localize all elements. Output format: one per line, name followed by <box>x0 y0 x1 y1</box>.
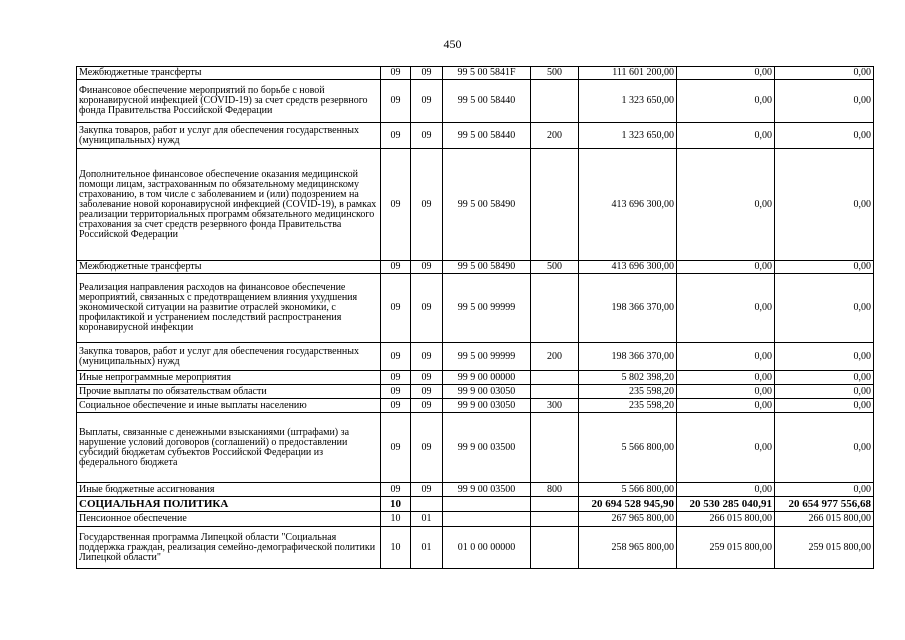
amount-year1-cell: 267 965 800,00 <box>579 512 677 527</box>
amount-year2-cell: 0,00 <box>677 149 775 261</box>
section-code-cell: 09 <box>381 80 411 123</box>
target-article-cell: 99 9 00 03500 <box>443 413 531 483</box>
table-row <box>77 67 874 80</box>
table-row <box>77 497 874 512</box>
row-name-cell: СОЦИАЛЬНАЯ ПОЛИТИКА <box>77 497 381 512</box>
subsection-code-cell: 09 <box>411 483 443 497</box>
amount-year2-cell: 0,00 <box>677 413 775 483</box>
amount-year3-cell: 0,00 <box>775 385 874 399</box>
amount-year2-cell: 20 530 285 040,91 <box>677 497 775 512</box>
target-article-cell: 99 5 00 58490 <box>443 149 531 261</box>
target-article-cell: 99 5 00 5841F <box>443 67 531 80</box>
amount-year1-cell: 1 323 650,00 <box>579 80 677 123</box>
subsection-code-cell: 09 <box>411 399 443 413</box>
section-code-cell: 09 <box>381 274 411 343</box>
expense-type-cell <box>531 527 579 569</box>
amount-year3-cell: 0,00 <box>775 261 874 274</box>
table-row <box>77 483 874 497</box>
target-article-cell <box>443 512 531 527</box>
subsection-code-cell: 01 <box>411 527 443 569</box>
amount-year2-cell: 0,00 <box>677 123 775 149</box>
amount-year2-cell: 266 015 800,00 <box>677 512 775 527</box>
amount-year1-cell: 235 598,20 <box>579 385 677 399</box>
expense-type-cell <box>531 149 579 261</box>
subsection-code-cell: 09 <box>411 80 443 123</box>
table-row <box>77 413 874 483</box>
amount-year3-cell: 0,00 <box>775 483 874 497</box>
section-code-cell: 09 <box>381 261 411 274</box>
row-name-cell: Закупка товаров, работ и услуг для обеспечения государственных (муниципальных) нужд <box>77 123 381 149</box>
section-code-cell: 09 <box>381 483 411 497</box>
target-article-cell: 99 9 00 03050 <box>443 385 531 399</box>
expense-type-cell: 200 <box>531 343 579 371</box>
table-row <box>77 512 874 527</box>
amount-year1-cell: 413 696 300,00 <box>579 149 677 261</box>
section-code-cell: 09 <box>381 67 411 80</box>
amount-year1-cell: 20 694 528 945,90 <box>579 497 677 512</box>
expense-type-cell <box>531 413 579 483</box>
target-article-cell: 99 5 00 99999 <box>443 274 531 343</box>
amount-year1-cell: 111 601 200,00 <box>579 67 677 80</box>
amount-year1-cell: 413 696 300,00 <box>579 261 677 274</box>
row-name-cell: Реализация направления расходов на финансовое обеспечение мероприятий, связанных с предотвращением влияния ухудшения экономической ситуации на развитие отраслей экономики, с профилактикой и устранением последствий распространения коронавирусной инфекции <box>77 274 381 343</box>
row-name-cell: Иные непрограммные мероприятия <box>77 371 381 385</box>
amount-year2-cell: 259 015 800,00 <box>677 527 775 569</box>
table-row <box>77 80 874 123</box>
amount-year3-cell: 266 015 800,00 <box>775 512 874 527</box>
budget-table-body <box>77 67 874 569</box>
table-row <box>77 371 874 385</box>
expense-type-cell <box>531 274 579 343</box>
amount-year2-cell: 0,00 <box>677 483 775 497</box>
amount-year1-cell: 258 965 800,00 <box>579 527 677 569</box>
row-name-cell: Межбюджетные трансферты <box>77 261 381 274</box>
amount-year3-cell: 20 654 977 556,68 <box>775 497 874 512</box>
row-name-cell: Социальное обеспечение и иные выплаты населению <box>77 399 381 413</box>
subsection-code-cell: 09 <box>411 149 443 261</box>
table-row <box>77 343 874 371</box>
row-name-cell: Закупка товаров, работ и услуг для обеспечения государственных (муниципальных) нужд <box>77 343 381 371</box>
subsection-code-cell: 01 <box>411 512 443 527</box>
table-row <box>77 274 874 343</box>
amount-year1-cell: 235 598,20 <box>579 399 677 413</box>
expense-type-cell: 500 <box>531 67 579 80</box>
table-row <box>77 149 874 261</box>
table-row <box>77 527 874 569</box>
amount-year3-cell: 259 015 800,00 <box>775 527 874 569</box>
section-code-cell: 10 <box>381 497 411 512</box>
target-article-cell: 99 5 00 58490 <box>443 261 531 274</box>
expense-type-cell <box>531 512 579 527</box>
section-code-cell: 09 <box>381 399 411 413</box>
row-name-cell: Государственная программа Липецкой области "Социальная поддержка граждан, реализация семейно-демографической политики Липецкой области" <box>77 527 381 569</box>
amount-year3-cell: 0,00 <box>775 123 874 149</box>
expense-type-cell: 800 <box>531 483 579 497</box>
expense-type-cell <box>531 80 579 123</box>
table-row <box>77 399 874 413</box>
row-name-cell: Выплаты, связанные с денежными взысканиями (штрафами) за нарушение условий договоров (соглашений) о предоставлении субсидий бюджетам субъектов Российской Федерации из федерального бюджета <box>77 413 381 483</box>
expense-type-cell <box>531 385 579 399</box>
expense-type-cell <box>531 497 579 512</box>
target-article-cell: 99 5 00 99999 <box>443 343 531 371</box>
subsection-code-cell: 09 <box>411 413 443 483</box>
amount-year3-cell: 0,00 <box>775 413 874 483</box>
amount-year1-cell: 5 802 398,20 <box>579 371 677 385</box>
target-article-cell: 99 9 00 00000 <box>443 371 531 385</box>
row-name-cell: Межбюджетные трансферты <box>77 67 381 80</box>
amount-year1-cell: 1 323 650,00 <box>579 123 677 149</box>
expense-type-cell <box>531 371 579 385</box>
target-article-cell: 99 5 00 58440 <box>443 80 531 123</box>
amount-year1-cell: 198 366 370,00 <box>579 343 677 371</box>
row-name-cell: Прочие выплаты по обязательствам области <box>77 385 381 399</box>
section-code-cell: 10 <box>381 512 411 527</box>
amount-year2-cell: 0,00 <box>677 399 775 413</box>
section-code-cell: 09 <box>381 371 411 385</box>
amount-year3-cell: 0,00 <box>775 274 874 343</box>
amount-year1-cell: 5 566 800,00 <box>579 413 677 483</box>
subsection-code-cell <box>411 497 443 512</box>
amount-year1-cell: 198 366 370,00 <box>579 274 677 343</box>
row-name-cell: Иные бюджетные ассигнования <box>77 483 381 497</box>
section-code-cell: 09 <box>381 343 411 371</box>
amount-year2-cell: 0,00 <box>677 385 775 399</box>
subsection-code-cell: 09 <box>411 261 443 274</box>
expense-type-cell: 200 <box>531 123 579 149</box>
subsection-code-cell: 09 <box>411 371 443 385</box>
amount-year2-cell: 0,00 <box>677 343 775 371</box>
subsection-code-cell: 09 <box>411 385 443 399</box>
target-article-cell <box>443 497 531 512</box>
table-row <box>77 123 874 149</box>
page-number: 450 <box>443 37 462 51</box>
subsection-code-cell: 09 <box>411 343 443 371</box>
expense-type-cell: 300 <box>531 399 579 413</box>
budget-table <box>76 66 874 569</box>
target-article-cell: 99 9 00 03500 <box>443 483 531 497</box>
section-code-cell: 09 <box>381 123 411 149</box>
amount-year2-cell: 0,00 <box>677 261 775 274</box>
subsection-code-cell: 09 <box>411 274 443 343</box>
amount-year3-cell: 0,00 <box>775 149 874 261</box>
amount-year2-cell: 0,00 <box>677 80 775 123</box>
subsection-code-cell: 09 <box>411 67 443 80</box>
amount-year3-cell: 0,00 <box>775 343 874 371</box>
amount-year2-cell: 0,00 <box>677 67 775 80</box>
section-code-cell: 10 <box>381 527 411 569</box>
table-row <box>77 261 874 274</box>
target-article-cell: 99 5 00 58440 <box>443 123 531 149</box>
row-name-cell: Дополнительное финансовое обеспечение оказания медицинской помощи лицам, застрахованным по обязательному медицинскому страхованию, в том числе с заболеванием и (или) подозрением на заболевание новой коронавирусной инфекцией (COVID-19), в рамках реализации территориальных программ обязательного медицинского страхования за счет средств резервного фонда Правительства Российской Федерации <box>77 149 381 261</box>
amount-year1-cell: 5 566 800,00 <box>579 483 677 497</box>
expense-type-cell: 500 <box>531 261 579 274</box>
amount-year2-cell: 0,00 <box>677 371 775 385</box>
amount-year3-cell: 0,00 <box>775 80 874 123</box>
target-article-cell: 99 9 00 03050 <box>443 399 531 413</box>
amount-year2-cell: 0,00 <box>677 274 775 343</box>
section-code-cell: 09 <box>381 413 411 483</box>
row-name-cell: Пенсионное обеспечение <box>77 512 381 527</box>
table-row <box>77 385 874 399</box>
row-name-cell: Финансовое обеспечение мероприятий по борьбе с новой коронавирусной инфекцией (COVID-19) за счет средств резервного фонда Правительства Российской Федерации <box>77 80 381 123</box>
section-code-cell: 09 <box>381 149 411 261</box>
subsection-code-cell: 09 <box>411 123 443 149</box>
target-article-cell: 01 0 00 00000 <box>443 527 531 569</box>
amount-year3-cell: 0,00 <box>775 67 874 80</box>
section-code-cell: 09 <box>381 385 411 399</box>
amount-year3-cell: 0,00 <box>775 399 874 413</box>
amount-year3-cell: 0,00 <box>775 371 874 385</box>
